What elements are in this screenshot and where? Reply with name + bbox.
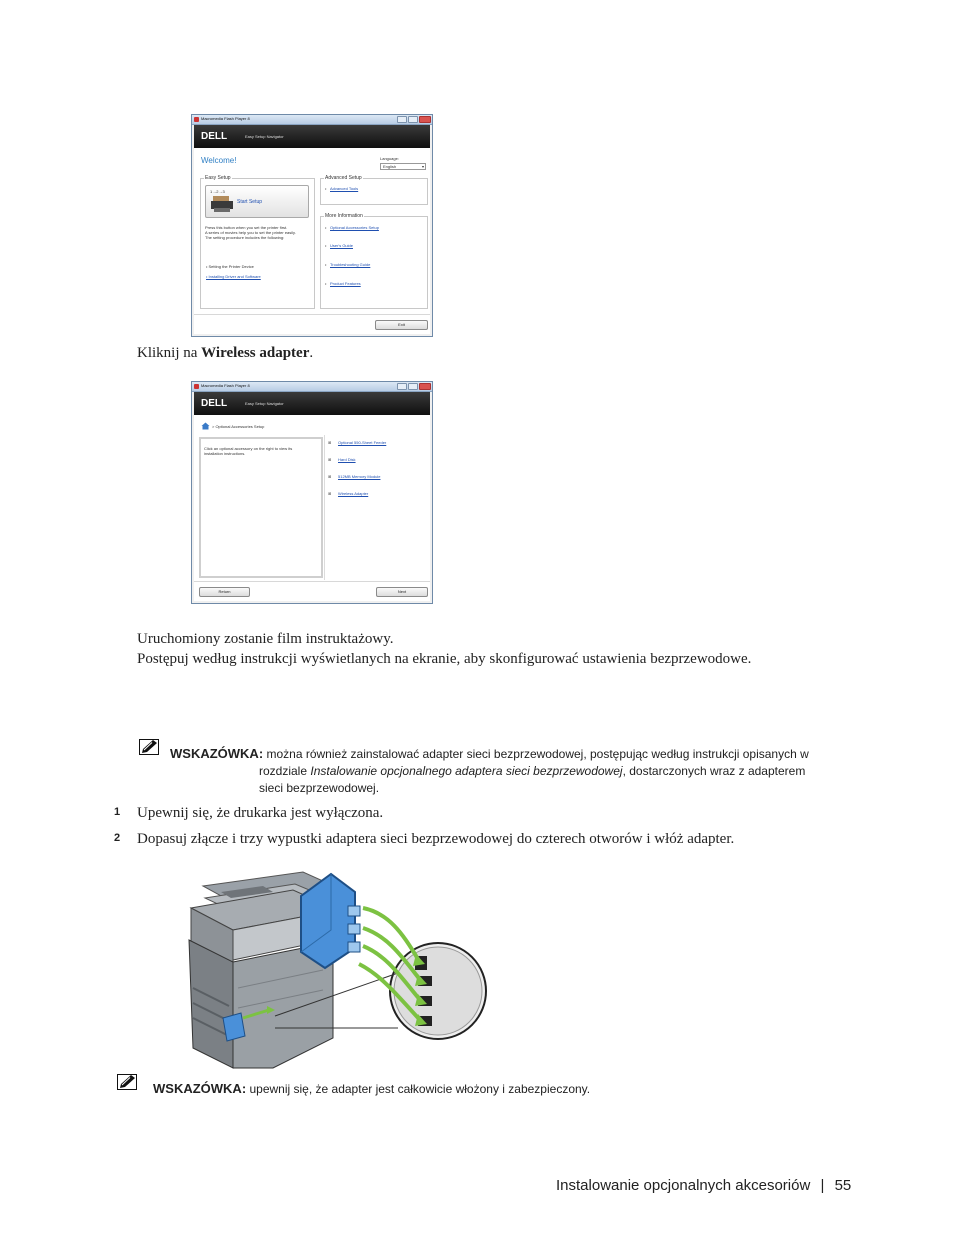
minimize-button[interactable] (397, 116, 407, 123)
instructions-pane (199, 437, 323, 578)
more-info-pane: More Information • Optional Accessories Setup • User's Guide • Troubleshooting Guide • Product Features (320, 216, 428, 309)
caption-wireless-adapter: Kliknij na Wireless adapter. (137, 345, 314, 361)
instructions-line-1: Click an optional accessory on the right to view its (204, 446, 293, 451)
next-button[interactable]: Next (376, 587, 428, 597)
dell-logo: DELL (201, 131, 228, 142)
close-button[interactable] (419, 383, 431, 390)
start-setup-steps: 1→2→3 (210, 189, 225, 194)
page-footer (556, 1177, 851, 1194)
accessory-hard-disk[interactable]: Hard Disk (338, 457, 356, 462)
easy-setup-welcome-screenshot (191, 114, 433, 337)
language-label: Language: (380, 156, 399, 161)
easy-setup-title: Easy Setup (205, 175, 231, 181)
close-button[interactable] (419, 116, 431, 123)
start-setup-label: Start Setup (237, 199, 263, 205)
easy-setup-desc-3: The setting procedure includes the following: (205, 235, 285, 240)
note-label: WSKAZÓWKA: (170, 746, 264, 761)
step-number: 1 (114, 806, 121, 818)
maximize-button[interactable] (408, 116, 418, 123)
note-label: WSKAZÓWKA: (153, 1081, 247, 1096)
start-setup-button[interactable] (205, 185, 309, 218)
printer-adapter-illustration (183, 868, 488, 1073)
advanced-setup-title: Advanced Setup (325, 175, 362, 181)
expand-icon[interactable]: ⊞ (328, 474, 332, 479)
dell-banner (194, 392, 430, 415)
easy-setup-desc-2: A series of movies help you to set the printer easily. (205, 230, 296, 235)
window-title: Macromedia Flash Player 8 (201, 116, 250, 121)
paragraph-video-start: Uruchomiony zostanie film instruktażowy. (137, 631, 394, 647)
more-info-title: More Information (325, 213, 363, 219)
wireless-adapter-bold: Wireless adapter (201, 345, 310, 361)
window-divider (194, 314, 430, 315)
note-adapter-secured: WSKAZÓWKA: upewnij się, że adapter jest całkowicie włożony i zabezpieczony. (153, 1081, 591, 1096)
footer-section-title: Instalowanie opcjonalnych akcesoriów (556, 1177, 811, 1194)
easy-setup-desc-1: Press this button when you set the printer first. (205, 225, 288, 230)
window-body (194, 148, 430, 334)
dell-logo: DELL (201, 398, 228, 409)
accessory-wireless-adapter[interactable]: Wireless Adapter (338, 491, 369, 496)
minimize-button[interactable] (397, 383, 407, 390)
expand-icon[interactable]: ⊞ (328, 440, 332, 445)
maximize-button[interactable] (408, 383, 418, 390)
accessory-512mb-memory[interactable]: 512MB Memory Module (338, 474, 381, 479)
vertical-separator (324, 435, 325, 580)
optional-accessories-screenshot (191, 381, 433, 604)
more-info-link-troubleshooting[interactable]: Troubleshooting Guide (330, 262, 371, 267)
flash-player-icon (194, 384, 199, 389)
easy-setup-item-1: • Setting the Printer Device (206, 264, 254, 269)
window-titlebar (192, 382, 432, 392)
more-info-link-users-guide[interactable]: User's Guide (330, 243, 353, 248)
step-text: Dopasuj złącze i trzy wypustki adaptera sieci bezprzewodowej do czterech otworów i włóż adapter. (137, 831, 735, 847)
breadcrumb: > Optional Accessories Setup (212, 424, 265, 429)
window-title: Macromedia Flash Player 8 (201, 383, 250, 388)
banner-subtitle: Easy Setup Navigator (245, 401, 284, 406)
instructions-line-2: installation instructions. (204, 451, 246, 456)
more-info-link-accessories[interactable]: Optional Accessories Setup (330, 225, 379, 230)
language-select-value: English (383, 164, 397, 169)
page-number: 55 (834, 1177, 852, 1194)
window-titlebar (192, 115, 432, 125)
easy-setup-item-2[interactable]: • Installing Driver and Software (206, 274, 261, 279)
return-button[interactable]: Return (199, 587, 250, 597)
dell-banner (194, 125, 430, 148)
expand-icon[interactable]: ⊞ (328, 457, 332, 462)
banner-subtitle: Easy Setup Navigator (245, 134, 284, 139)
easy-setup-pane (200, 175, 315, 309)
language-select[interactable] (380, 163, 426, 170)
flash-player-icon (194, 117, 199, 122)
window-body (194, 415, 430, 601)
note-pencil-icon (139, 739, 159, 755)
more-info-link-product-features[interactable]: Product Features (330, 281, 361, 286)
window-divider (194, 581, 430, 582)
note-wireless-install: WSKAZÓWKA: można również zainstalować adapter sieci bezprzewodowej, postępując według instrukcji opisanych w rozdziale Instalowanie opcjonalnego adaptera sieci bezprzewodowej, dostarczonych wraz z adapterem sieci bezprzewodowej. (170, 746, 809, 795)
home-icon[interactable] (201, 422, 210, 430)
chevron-down-icon: ▾ (421, 164, 424, 169)
step-text: Upewnij się, że drukarka jest wyłączona. (137, 805, 384, 821)
welcome-heading: Welcome! (201, 156, 237, 165)
advanced-setup-pane: Advanced Setup • Advanced Tools (320, 178, 428, 205)
accessory-550-sheet-feeder[interactable]: Optional 550-Sheet Feeder (338, 440, 387, 445)
step-number: 2 (114, 832, 121, 844)
paragraph-follow-instructions: Postępuj według instrukcji wyświetlanych na ekranie, aby skonfigurować ustawienia bezprzewodowe. (137, 651, 752, 667)
advanced-tools-link[interactable]: Advanced Tools (330, 186, 359, 191)
note-pencil-icon (117, 1074, 137, 1090)
expand-icon[interactable]: ⊞ (328, 491, 332, 496)
printer-icon (211, 196, 233, 212)
note-italic-title: Instalowanie opcjonalnego adaptera sieci bezprzewodowej (310, 764, 623, 778)
footer-separator: | (820, 1177, 825, 1194)
exit-button[interactable]: Exit (375, 320, 428, 330)
